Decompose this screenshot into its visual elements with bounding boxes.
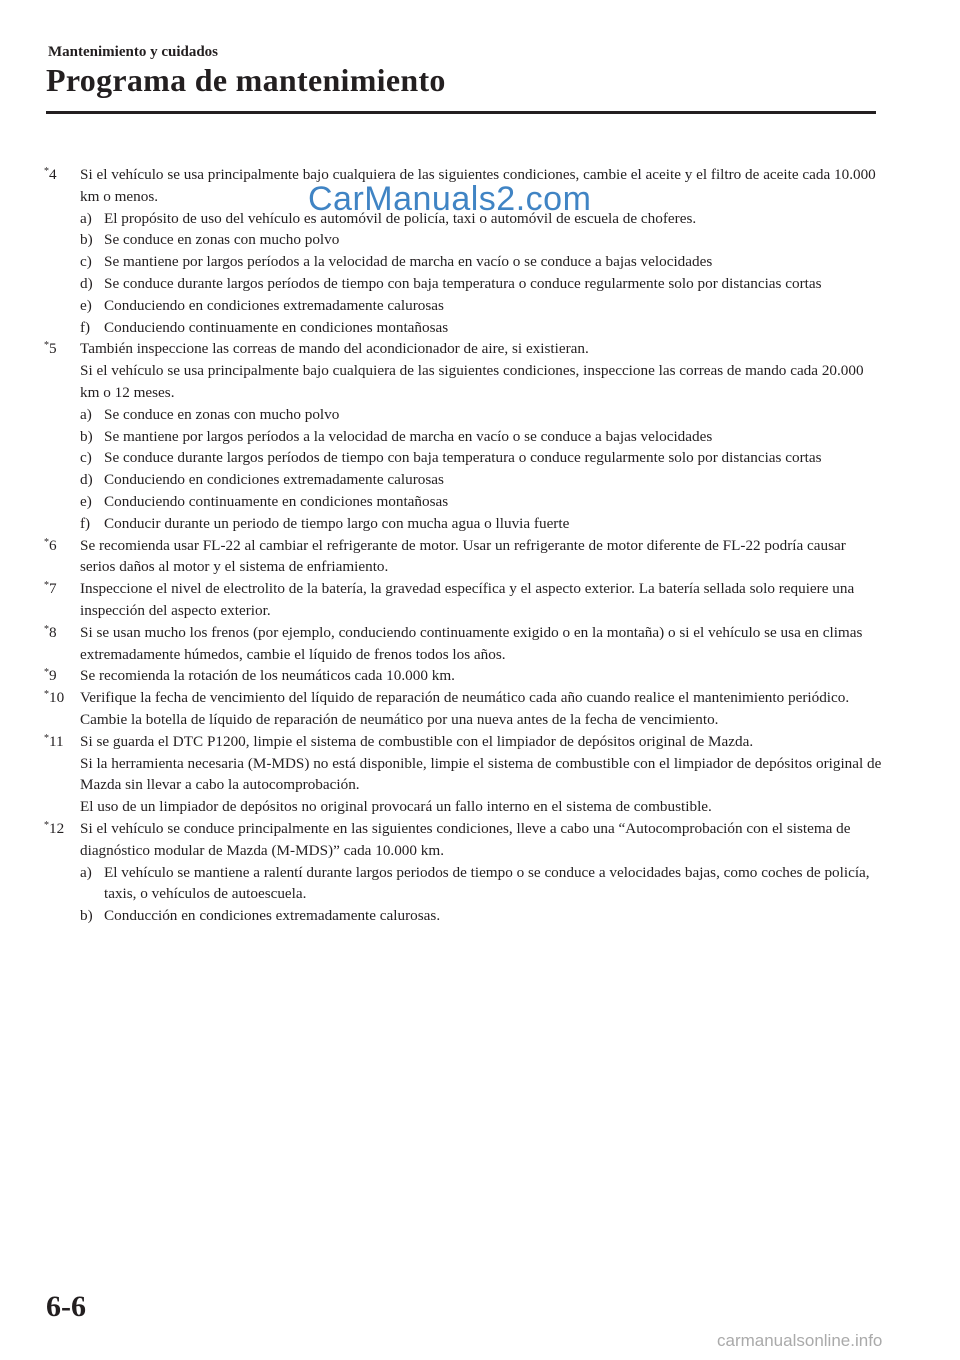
list-item-marker: a) (80, 405, 92, 423)
footnote-number: 6 (49, 536, 57, 554)
footnote-paragraph: Si la herramienta necesaria (M-MDS) no está disponible, limpie el sistema de combustible con el limpiador de depósitos original de Mazda sin llevar a cabo la autocomprobación. (80, 754, 882, 794)
list-item-marker: e) (80, 296, 92, 314)
list-item (80, 251, 884, 273)
footnotes-list (44, 164, 884, 927)
list-item-marker: b) (80, 231, 93, 249)
list-item (80, 295, 884, 317)
list-item-marker: f) (80, 318, 91, 336)
asterisk-icon: * (44, 623, 49, 635)
list-item (80, 273, 884, 295)
list-item-text: Conduciendo en condiciones extremadamente calurosas (104, 296, 444, 314)
list-item-marker: f) (80, 514, 91, 532)
footnote-5 (44, 338, 884, 534)
footnote-number: 8 (49, 623, 57, 641)
footnote-number: 7 (49, 580, 57, 598)
list-item-text: El propósito de uso del vehículo es automóvil de policía, taxi o automóvil de escuela de choferes. (104, 209, 697, 227)
list-item-text: Se conduce en zonas con mucho polvo (104, 231, 340, 249)
list-item-text: Conducir durante un periodo de tiempo largo con mucha agua o lluvia fuerte (104, 514, 570, 532)
footnote-paragraph: Si el vehículo se conduce principalmente en las siguientes condiciones, lleve a cabo una “Autocomprobación con el sistema de diagnóstico modular de Mazda (M-MDS)” cada 10.000 km. (80, 819, 851, 859)
list-item-text: Se conduce durante largos períodos de tiempo con baja temperatura o conduce regularmente solo por distancias cortas (104, 449, 822, 467)
footnote-marker (44, 665, 57, 687)
list-item (80, 491, 884, 513)
list-item-marker: c) (80, 449, 92, 467)
footnote-9 (44, 665, 884, 687)
asterisk-icon: * (44, 340, 49, 352)
footnote-paragraph: Se recomienda usar FL-22 al cambiar el refrigerante de motor. Usar un refrigerante de motor diferente de FL-22 podría causar serios daños al motor y el sistema de enfriamiento. (80, 536, 846, 576)
footnote-number: 5 (49, 340, 57, 358)
list-item-marker: d) (80, 274, 93, 292)
footnote-number: 10 (49, 689, 65, 707)
asterisk-icon: * (44, 536, 49, 548)
list-item-text: El vehículo se mantiene a ralentí durante largos periodos de tiempo o se conduce a velocidades bajas, como coches de policía, taxis, o vehículos de autoescuela. (104, 863, 870, 903)
title-divider (46, 111, 876, 114)
asterisk-icon: * (44, 689, 49, 701)
list-item-text: Conduciendo continuamente en condiciones montañosas (104, 318, 449, 336)
footnote-11 (44, 731, 884, 818)
list-item-text: Se conduce durante largos períodos de tiempo con baja temperatura o conduce regularmente solo por distancias cortas (104, 274, 822, 292)
page-number: 6-6 (46, 1290, 86, 1323)
list-item-marker: b) (80, 907, 93, 925)
footnote-6 (44, 535, 884, 579)
asterisk-icon: * (44, 166, 49, 177)
footnote-marker (44, 818, 64, 840)
page-title: Programa de mantenimiento (46, 62, 446, 98)
list-item-marker: e) (80, 492, 92, 510)
footnote-paragraph: Si se usan mucho los frenos (por ejemplo, conduciendo continuamente exigido o en la montaña) o si el vehículo se usa en climas extremadamente húmedos, cambie el líquido de frenos todos los años. (80, 623, 863, 663)
asterisk-icon: * (44, 667, 49, 679)
list-item-marker: b) (80, 427, 93, 445)
footnote-marker (44, 338, 57, 360)
list-item (80, 426, 884, 448)
footnote-paragraph: Si se guarda el DTC P1200, limpie el sistema de combustible con el limpiador de depósitos original de Mazda. (80, 732, 754, 750)
footnote-marker (44, 164, 57, 186)
list-item-text: Se mantiene por largos períodos a la velocidad de marcha en vacío o se conduce a bajas velocidades (104, 427, 713, 445)
list-item (80, 317, 884, 339)
list-item-marker: a) (80, 209, 92, 227)
list-item-marker: a) (80, 863, 92, 881)
footnote-paragraph: Verifique la fecha de vencimiento del líquido de reparación de neumático cada año cuando realice el mantenimiento periódico. Cambie la botella de líquido de reparación de neumático por una nueva antes de la fecha de vencimiento. (80, 689, 850, 728)
footnote-paragraph: También inspeccione las correas de mando del acondicionador de aire, si existieran. (80, 340, 589, 358)
list-item-text: Conduciendo en condiciones extremadamente calurosas (104, 471, 444, 489)
list-item-marker: d) (80, 471, 93, 489)
footnote-marker (44, 578, 57, 600)
footnote-12 (44, 818, 884, 927)
condition-list (80, 208, 884, 339)
list-item-text: Conducción en condiciones extremadamente calurosas. (104, 907, 441, 925)
list-item-text: Se conduce en zonas con mucho polvo (104, 405, 340, 423)
watermark-text: CarManuals2.com (308, 180, 592, 218)
footer-site-text: carmanualsonline.info (717, 1331, 883, 1350)
footnote-number: 9 (49, 667, 57, 685)
list-item (80, 447, 884, 469)
footnote-paragraph: El uso de un limpiador de depósitos no original provocará un fallo interno en el sistema de combustible. (80, 798, 712, 816)
condition-list (80, 862, 884, 927)
footnote-number: 11 (49, 732, 64, 750)
footnote-marker (44, 535, 57, 557)
footnote-paragraph: Se recomienda la rotación de los neumáticos cada 10.000 km. (80, 667, 455, 685)
asterisk-icon: * (44, 732, 49, 744)
list-item-text: Se mantiene por largos períodos a la velocidad de marcha en vacío o se conduce a bajas velocidades (104, 253, 713, 271)
footnote-marker (44, 731, 64, 753)
section-label: Mantenimiento y cuidados (48, 44, 219, 60)
footnote-marker (44, 687, 64, 709)
condition-list (80, 404, 884, 535)
footnote-marker (44, 622, 57, 644)
footnote-paragraph: Inspeccione el nivel de electrolito de la batería, la gravedad específica y el aspecto exterior. La batería sellada solo requiere una inspección del aspecto exterior. (80, 580, 855, 619)
footnote-number: 4 (49, 166, 57, 183)
footnote-10 (44, 687, 884, 731)
list-item (80, 905, 884, 927)
footnote-paragraph: Si el vehículo se usa principalmente bajo cualquiera de las siguientes condiciones, cambie el aceite y el filtro de aceite cada 10.000 km o menos. (80, 166, 876, 205)
list-item (80, 404, 884, 426)
footnote-7 (44, 578, 884, 622)
footnote-number: 12 (49, 819, 65, 837)
list-item (80, 469, 884, 491)
footnote-8 (44, 622, 884, 666)
list-item-marker: c) (80, 253, 92, 271)
list-item-text: Conduciendo continuamente en condiciones montañosas (104, 492, 449, 510)
list-item (80, 862, 884, 906)
asterisk-icon: * (44, 819, 49, 831)
asterisk-icon: * (44, 580, 49, 592)
list-item (80, 513, 884, 535)
list-item (80, 229, 884, 251)
footnote-paragraph: Si el vehículo se usa principalmente bajo cualquiera de las siguientes condiciones, inspeccione las correas de mando cada 20.000 km o 12 meses. (80, 362, 864, 401)
